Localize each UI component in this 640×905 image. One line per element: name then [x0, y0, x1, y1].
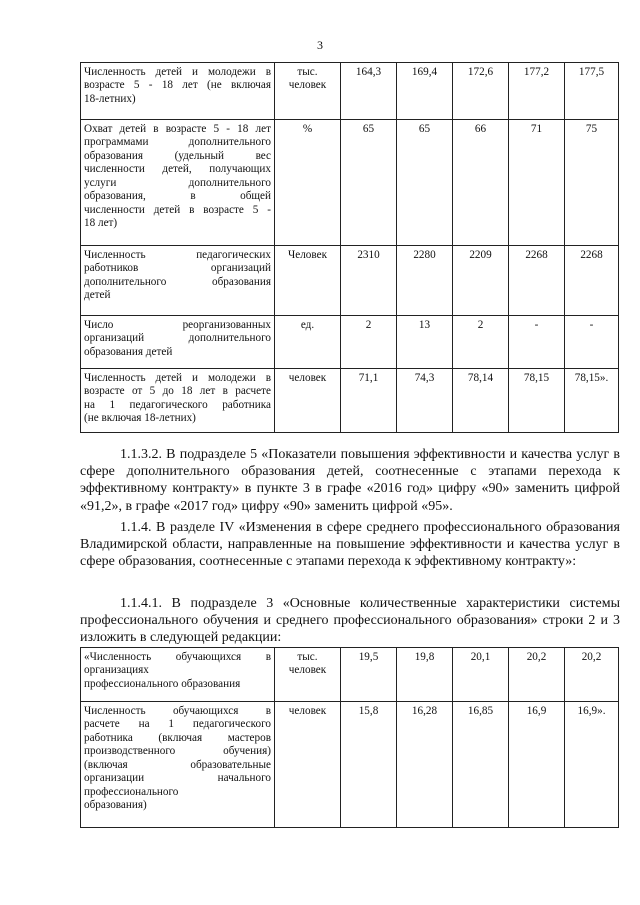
- value-cell: 2268: [565, 246, 619, 316]
- value-cell: 13: [397, 316, 453, 369]
- value-cell: 78,14: [453, 369, 509, 433]
- paragraph-1-1-3-2: 1.1.3.2. В подразделе 5 «Показатели повышения эффективности и качества услуг в сфере дополнительного образования детей, соотнесенные с этапами перехода к эффективному контракту» в пункте 3 в графе «2016 год» цифру «90» заменить цифрой «91,2», в графе «2017 год» цифру «90» заменить цифрой «95».: [80, 447, 620, 514]
- value-cell: 66: [453, 120, 509, 246]
- row-unit: человек: [275, 369, 341, 433]
- value-cell: 2310: [341, 246, 397, 316]
- value-cell: 20,2: [565, 648, 619, 702]
- value-cell: 177,2: [509, 63, 565, 120]
- value-cell: 75: [565, 120, 619, 246]
- value-cell: 65: [341, 120, 397, 246]
- value-cell: 78,15: [509, 369, 565, 433]
- row-description: «Численность обучающихся в организациях профессионального образования: [81, 648, 275, 702]
- row-description: Число реорганизованных организаций дополнительного образования детей: [81, 316, 275, 369]
- value-cell: 71,1: [341, 369, 397, 433]
- table-row: [81, 702, 619, 828]
- table-row: [81, 63, 619, 120]
- value-cell: 172,6: [453, 63, 509, 120]
- value-cell: -: [509, 316, 565, 369]
- value-cell: 2209: [453, 246, 509, 316]
- value-cell: 19,5: [341, 648, 397, 702]
- value-cell: 74,3: [397, 369, 453, 433]
- value-cell: 2280: [397, 246, 453, 316]
- table-row: [81, 120, 619, 246]
- value-cell: 16,85: [453, 702, 509, 828]
- table-row: [81, 246, 619, 316]
- value-cell: 16,28: [397, 702, 453, 828]
- row-description: Численность педагогических работников организаций дополнительного образования детей: [81, 246, 275, 316]
- row-unit: %: [275, 120, 341, 246]
- row-description: Охват детей в возрасте 5 - 18 лет программами дополнительного образования (удельный вес численности детей, получающих услуги дополнительного образования, в общей численности детей в возрасте 5 - 18 лет): [81, 120, 275, 246]
- row-unit: ед.: [275, 316, 341, 369]
- value-cell: 164,3: [341, 63, 397, 120]
- value-cell: 71: [509, 120, 565, 246]
- paragraph-1-1-4-1: 1.1.4.1. В подразделе 3 «Основные количественные характеристики системы профессионального обучения и среднего профессионального образования» строки 2 и 3 изложить в следующей редакции:: [80, 596, 620, 646]
- value-cell: 2268: [509, 246, 565, 316]
- row-unit: Человек: [275, 246, 341, 316]
- table-professional-education: [80, 647, 619, 828]
- row-unit: тыс. человек: [275, 648, 341, 702]
- page-number: 3: [317, 38, 323, 52]
- value-cell: 65: [397, 120, 453, 246]
- paragraph-1-1-4: 1.1.4. В разделе IV «Изменения в сфере среднего профессионального образования Владимирской области, направленные на повышение эффективности и качества услуг в сфере образования, соотнесенные с этапами перехода к эффективному контракту»:: [80, 520, 620, 570]
- row-description: Численность детей и молодежи в возрасте 5 - 18 лет (не включая 18-летних): [81, 63, 275, 120]
- value-cell: 20,2: [509, 648, 565, 702]
- value-cell: 15,8: [341, 702, 397, 828]
- value-cell: 2: [453, 316, 509, 369]
- row-unit: человек: [275, 702, 341, 828]
- value-cell: 16,9».: [565, 702, 619, 828]
- value-cell: 78,15».: [565, 369, 619, 433]
- value-cell: 19,8: [397, 648, 453, 702]
- row-unit: тыс. человек: [275, 63, 341, 120]
- table-row: [81, 369, 619, 433]
- value-cell: 177,5: [565, 63, 619, 120]
- value-cell: 2: [341, 316, 397, 369]
- value-cell: 20,1: [453, 648, 509, 702]
- row-description: Численность обучающихся в расчете на 1 педагогического работника (включая мастеров производственного обучения) (включая образовательные организации начального профессионального образования): [81, 702, 275, 828]
- row-description: Численность детей и молодежи в возрасте от 5 до 18 лет в расчете на 1 педагогического работника (не включая 18-летних): [81, 369, 275, 433]
- value-cell: 16,9: [509, 702, 565, 828]
- value-cell: 169,4: [397, 63, 453, 120]
- table-row: [81, 316, 619, 369]
- table-row: [81, 648, 619, 702]
- table-indicators-additional-education: [80, 62, 619, 433]
- value-cell: -: [565, 316, 619, 369]
